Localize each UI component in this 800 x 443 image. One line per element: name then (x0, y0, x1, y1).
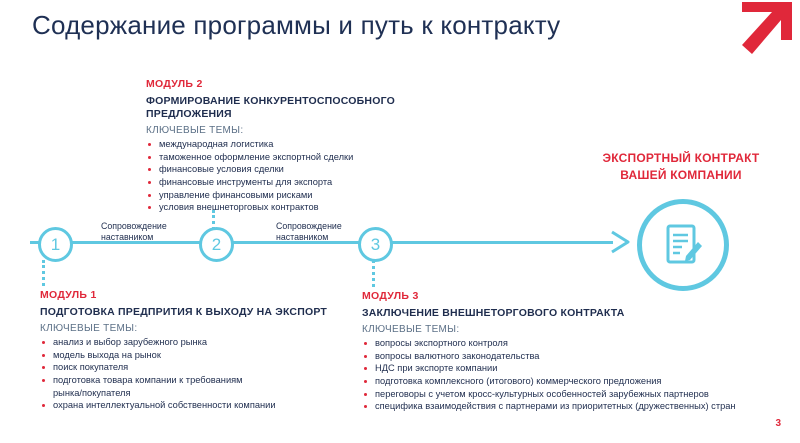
module-3-block (362, 290, 736, 413)
module-title-line: ФОРМИРОВАНИЕ КОНКУРЕНТОСПОСОБНОГО (146, 94, 395, 107)
topic-text: условия внешнеторговых контрактов (159, 202, 319, 213)
topic-item (146, 176, 395, 189)
topic-text: поиск покупателя (53, 362, 129, 373)
topic-text: вопросы экспортного контроля (375, 338, 508, 349)
topic-item (362, 362, 736, 375)
module-title (146, 95, 395, 121)
mentor-escort-label-1: Сопровождение наставником (101, 221, 167, 242)
topic-text: НДС при экспорте компании (375, 363, 498, 374)
module-title-line: ПОДГОТОВКА ПРЕДПРИТИЯ К ВЫХОДУ НА ЭКСПОРТ (40, 305, 328, 318)
topic-item (362, 375, 736, 388)
topic-text: рынка/покупателя (53, 387, 131, 398)
red-arrow-logo-icon (740, 0, 794, 56)
topic-item (40, 349, 327, 362)
topic-item (146, 151, 395, 164)
module-label: МОДУЛЬ 2 (146, 78, 203, 90)
topic-text: финансовые условия сделки (159, 164, 284, 175)
module-title (362, 307, 736, 320)
topic-text: специфика взаимодействия с партнерами из приоритетных (дружественных) стран (375, 401, 736, 412)
mentor-escort-label-2: Сопровождение наставником (276, 221, 342, 242)
topics-list (146, 138, 395, 214)
module-2-block (146, 78, 395, 214)
topic-item (146, 138, 395, 151)
page-title: Содержание программы и путь к контракту (32, 10, 561, 40)
topic-text: подготовка товара компании к требованиям (53, 374, 243, 385)
document-pen-icon (642, 204, 724, 286)
topic-text: международная логистика (159, 139, 274, 150)
topic-item (362, 337, 736, 350)
module-1-block (40, 289, 327, 412)
step-circle-3: 3 (358, 227, 393, 262)
topic-item (146, 163, 395, 176)
topic-item (40, 399, 327, 412)
topic-item (362, 388, 736, 401)
topic-item (146, 189, 395, 202)
step-circle-1: 1 (38, 227, 73, 262)
topic-text: анализ и выбор зарубежного рынка (53, 337, 208, 348)
topics-list (362, 337, 736, 413)
topic-text: переговоры с учетом кросс-культурных особенностей зарубежных партнеров (375, 388, 709, 399)
topic-item (40, 361, 327, 374)
topic-text: модель выхода на рынок (53, 349, 161, 360)
key-topics-header: КЛЮЧЕВЫЕ ТЕМЫ: (146, 124, 244, 136)
topic-item (40, 374, 327, 399)
topic-item (362, 350, 736, 363)
topic-text: финансовые инструменты для экспорта (159, 176, 333, 187)
key-topics-header: КЛЮЧЕВЫЕ ТЕМЫ: (40, 322, 138, 334)
topic-item (40, 336, 327, 349)
module-label: МОДУЛЬ 3 (362, 290, 419, 302)
topic-item (362, 400, 736, 413)
module-label: МОДУЛЬ 1 (40, 289, 97, 301)
export-contract-title: ЭКСПОРТНЫЙ КОНТРАКТ ВАШЕЙ КОМПАНИИ (602, 151, 760, 182)
page-number: 3 (775, 418, 781, 429)
module-title-line: ЗАКЛЮЧЕНИЕ ВНЕШНЕТОРГОВОГО КОНТРАКТА (362, 306, 625, 319)
topic-text: вопросы валютного законодательства (375, 350, 540, 361)
arrow-right-icon (608, 230, 636, 254)
connector-dots-1 (42, 260, 45, 286)
step-circle-2: 2 (199, 227, 234, 262)
topic-text: подготовка комплексного (итогового) коммерческого предложения (375, 375, 662, 386)
topics-list (40, 336, 327, 412)
topic-item (146, 201, 395, 214)
topic-text: управление финансовыми рисками (159, 189, 313, 200)
module-title (40, 306, 327, 319)
module-title-line: ПРЕДЛОЖЕНИЯ (146, 107, 232, 120)
topic-text: охрана интеллектуальной собственности компании (53, 400, 276, 411)
topic-text: таможенное оформление экспортной сделки (159, 151, 354, 162)
key-topics-header: КЛЮЧЕВЫЕ ТЕМЫ: (362, 323, 460, 335)
contract-circle (637, 199, 729, 291)
connector-dots-3 (372, 260, 375, 287)
